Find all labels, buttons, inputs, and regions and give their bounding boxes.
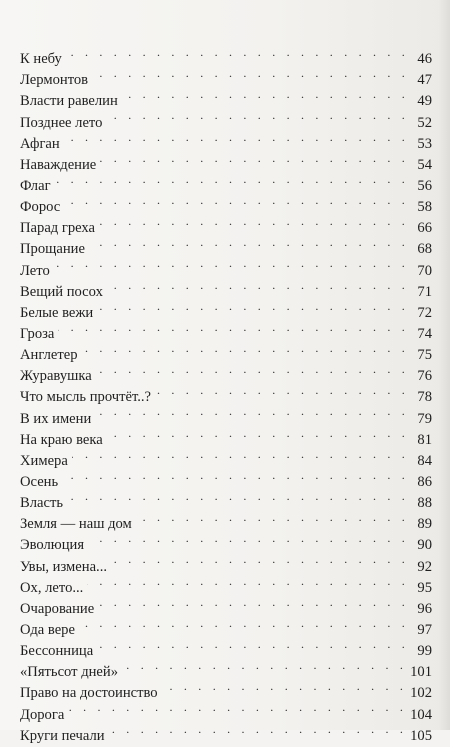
dot-leader — [162, 676, 408, 697]
dot-leader — [62, 465, 409, 486]
dot-leader — [79, 613, 409, 634]
dot-leader — [89, 232, 409, 253]
dot-leader — [68, 697, 407, 718]
dot-leader — [106, 105, 409, 126]
dot-leader — [107, 423, 409, 444]
dot-leader — [99, 211, 409, 232]
toc-entry — [20, 507, 432, 533]
dot-leader — [109, 719, 408, 740]
toc-entry-page-number: 92 — [417, 558, 432, 575]
toc-entry-page-number: 56 — [417, 177, 432, 194]
toc-entry-page-number: 54 — [417, 156, 432, 173]
toc-entry-page-number: 68 — [417, 241, 432, 258]
toc-entry-title: Что мысль прочтёт..? — [20, 389, 151, 406]
toc-entry-title: Бессонница — [20, 643, 94, 660]
toc-entry-page-number: 102 — [410, 685, 432, 702]
toc-entry-title: Ода вере — [20, 621, 75, 638]
toc-entry-title: Англетер — [20, 347, 78, 364]
toc-entry-title: Вещий посох — [20, 283, 103, 300]
toc-entry-title: Афган — [20, 135, 60, 152]
toc-entry — [20, 359, 432, 385]
toc-entry-title: Очарование — [20, 600, 95, 617]
dot-leader — [107, 275, 409, 296]
dot-leader — [97, 296, 409, 317]
toc-entry-title: В их имени — [20, 410, 92, 427]
toc-entry-page-number: 52 — [417, 114, 432, 131]
dot-leader — [111, 549, 409, 570]
toc-entry-title: Гроза — [20, 325, 55, 342]
toc-entry-page-number: 95 — [417, 579, 432, 596]
toc-entry — [20, 190, 432, 216]
toc-entry-page-number: 46 — [417, 51, 432, 68]
toc-entry-page-number: 75 — [417, 347, 432, 364]
toc-entry-title: Парад греха — [20, 220, 96, 237]
toc-entry-page-number: 86 — [417, 473, 432, 490]
toc-entry-page-number: 72 — [417, 304, 432, 321]
toc-entry — [20, 634, 432, 660]
table-of-contents — [20, 42, 432, 744]
toc-entry-page-number: 88 — [417, 495, 432, 512]
toc-entry-page-number: 76 — [417, 368, 432, 385]
toc-entry-title: Осень — [20, 473, 59, 490]
dot-leader — [88, 528, 409, 549]
toc-entry-title: Прощание — [20, 241, 85, 258]
toc-entry-title: Право на достоинство — [20, 685, 158, 702]
toc-entry-page-number: 89 — [417, 516, 432, 533]
dot-leader — [96, 359, 409, 380]
dot-leader — [98, 592, 409, 613]
toc-entry-title: Лето — [20, 262, 50, 279]
dot-leader — [67, 486, 409, 507]
toc-entry-title: Власти равелин — [20, 93, 118, 110]
toc-entry-page-number: 74 — [417, 325, 432, 342]
toc-entry-title: Белые вежи — [20, 304, 94, 321]
toc-entry — [20, 169, 432, 194]
toc-entry-page-number: 79 — [417, 410, 432, 427]
dot-leader — [100, 148, 409, 169]
toc-entry-title: Дорога — [20, 706, 65, 723]
toc-entry — [20, 127, 432, 152]
dot-leader — [122, 655, 407, 676]
toc-entry-page-number: 90 — [417, 537, 432, 554]
dot-leader — [72, 444, 409, 465]
dot-leader — [55, 169, 409, 190]
dot-leader — [92, 63, 409, 84]
toc-entry-page-number: 47 — [417, 72, 432, 89]
toc-entry-title: Наваждение — [20, 156, 97, 173]
dot-leader — [82, 338, 409, 359]
toc-entry-title: Ох, лето... — [20, 579, 84, 596]
toc-entry-page-number: 49 — [417, 93, 432, 110]
toc-entry-title: Форос — [20, 199, 61, 216]
toc-entry-title: «Пятьсот дней» — [20, 664, 119, 681]
toc-entry-title: На краю века — [20, 431, 103, 448]
toc-entry-title: Увы, измена... — [20, 558, 107, 575]
dot-leader — [64, 190, 409, 211]
toc-entry-title: Лермонтов — [20, 72, 89, 89]
toc-entry — [20, 275, 432, 300]
toc-entry-page-number: 58 — [417, 199, 432, 216]
toc-entry — [20, 253, 432, 279]
toc-entry-page-number: 66 — [417, 220, 432, 237]
toc-entry-page-number: 99 — [417, 643, 432, 660]
toc-entry — [20, 444, 432, 469]
toc-entry-title: Круги печали — [20, 727, 105, 744]
toc-entry-page-number: 104 — [410, 706, 432, 723]
toc-entry-page-number: 70 — [417, 262, 432, 279]
toc-entry-page-number: 81 — [417, 431, 432, 448]
toc-entry — [20, 338, 432, 364]
toc-entry-title: Земля — наш дом — [20, 516, 132, 533]
toc-entry-title: Позднее лето — [20, 114, 103, 131]
toc-entry-title: Химера — [20, 452, 68, 469]
toc-entry — [20, 613, 432, 638]
toc-entry-title: Эволюция — [20, 537, 85, 554]
toc-entry-page-number: 84 — [417, 452, 432, 469]
toc-entry-title: Журавушка — [20, 368, 92, 385]
toc-entry — [20, 697, 432, 723]
page-edge-shadow — [438, 0, 450, 730]
toc-entry — [20, 211, 432, 237]
toc-entry — [20, 148, 432, 173]
toc-entry — [20, 719, 432, 744]
dot-leader — [97, 634, 409, 655]
toc-entry-title: К небу — [20, 51, 62, 68]
toc-entry-page-number: 71 — [417, 283, 432, 300]
toc-entry — [20, 465, 432, 490]
toc-entry — [20, 317, 432, 342]
dot-leader — [87, 571, 409, 592]
dot-leader — [64, 127, 409, 148]
toc-entry-page-number: 96 — [417, 600, 432, 617]
toc-entry — [20, 63, 432, 89]
dot-leader — [122, 84, 409, 105]
dot-leader — [58, 317, 409, 338]
dot-leader — [66, 42, 409, 63]
toc-entry-page-number: 78 — [417, 389, 432, 406]
dot-leader — [95, 401, 409, 422]
dot-leader — [155, 380, 409, 401]
toc-entry-title: Власть — [20, 495, 64, 512]
dot-leader — [136, 507, 409, 528]
toc-entry — [20, 42, 432, 68]
toc-entry-page-number: 105 — [410, 727, 432, 744]
toc-entry-page-number: 53 — [417, 135, 432, 152]
dot-leader — [54, 253, 409, 274]
toc-entry-title: Флаг — [20, 177, 51, 194]
toc-entry — [20, 486, 432, 512]
toc-entry-page-number: 101 — [410, 664, 432, 681]
toc-entry-page-number: 97 — [417, 621, 432, 638]
